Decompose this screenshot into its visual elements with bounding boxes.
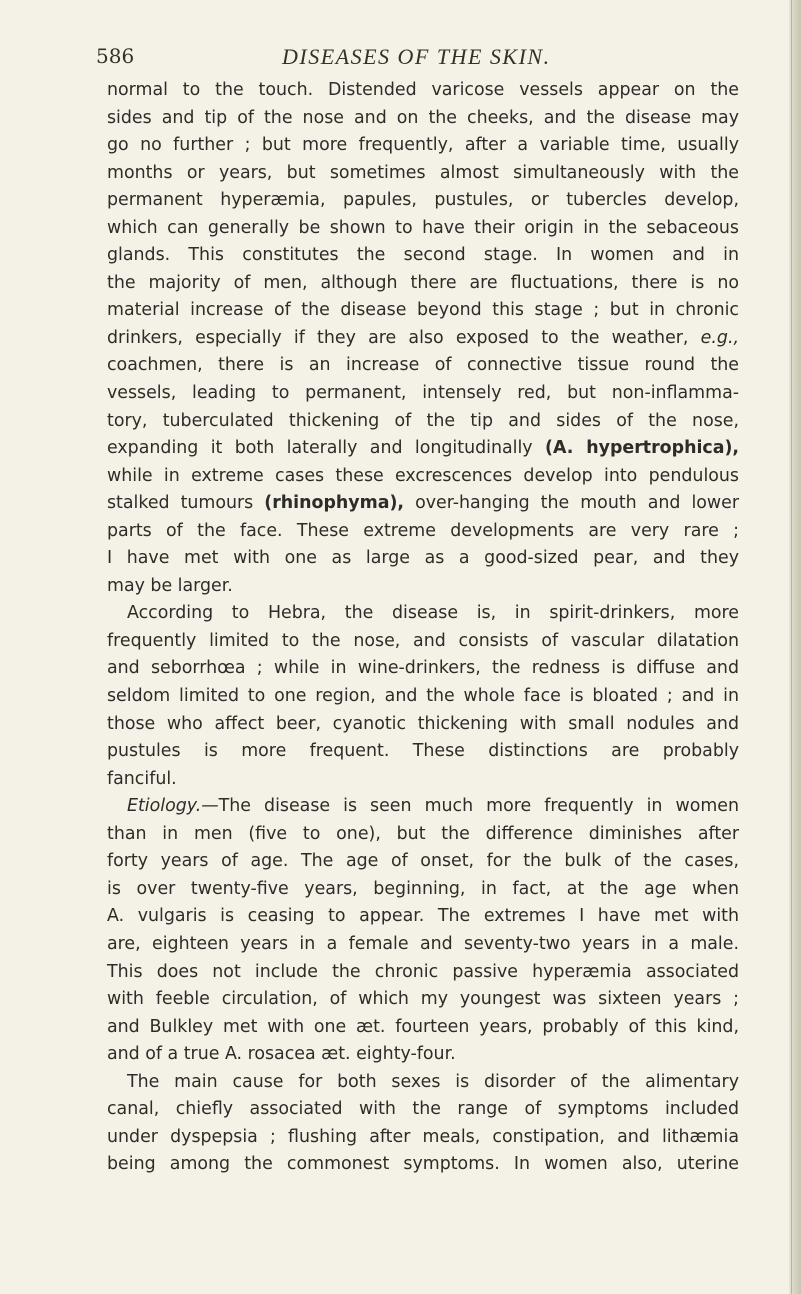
body-text <box>107 77 739 1179</box>
text-line: glands. This constitutes the second stage. In women and in <box>107 245 739 266</box>
text-line: may be larger. <box>107 575 233 596</box>
text-line: and of a true A. rosacea æt. eighty-four. <box>107 1044 456 1065</box>
page-number: 586 <box>96 44 135 68</box>
text-line: canal, chiefly associated with the range of symptoms included <box>107 1099 739 1120</box>
text-line: material increase of the disease beyond this stage ; but in chronic <box>107 300 739 321</box>
text-line: are, eighteen years in a female and seventy-two years in a male. <box>107 933 739 954</box>
text-line: with feeble circulation, of which my youngest was sixteen years ; <box>107 989 739 1010</box>
text-line: I have met with one as large as a good-sized pear, and they <box>107 548 739 569</box>
text-line: under dyspepsia ; flushing after meals, constipation, and lithæmia <box>107 1126 739 1147</box>
text-line <box>107 793 739 821</box>
page-header <box>96 44 756 74</box>
text-line: those who affect beer, cyanotic thickening with small nodules and <box>107 713 739 734</box>
text-line: A. vulgaris is ceasing to appear. The extremes I have met with <box>107 906 739 927</box>
term-hypertrophica: (A. hypertrophica), <box>545 438 740 459</box>
text-line: This does not include the chronic passive hyperæmia associated <box>107 961 739 982</box>
eg-abbreviation: e.g., <box>700 327 739 348</box>
text-line: is over twenty-five years, beginning, in fact, at the age when <box>107 878 739 899</box>
text-line: pustules is more frequent. These distinctions are probably <box>107 741 739 762</box>
text-line: which can generally be shown to have their origin in the sebaceous <box>107 217 739 238</box>
text-segment: expanding it both laterally and longitudinally <box>107 438 533 459</box>
text-line: vessels, leading to permanent, intensely red, but non-inflamma- <box>107 383 739 404</box>
text-line: tory, tuberculated thickening of the tip and sides of the nose, <box>107 410 739 431</box>
text-line: normal to the touch. Distended varicose vessels appear on the <box>107 80 739 100</box>
text-segment: drinkers, especially if they are also exposed to the weather, <box>107 327 689 348</box>
text-line: forty years of age. The age of onset, for the bulk of the cases, <box>107 851 739 872</box>
term-rhinophyma: (rhinophyma), <box>264 493 405 514</box>
text-line: permanent hyperæmia, papules, pustules, or tubercles develop, <box>107 190 739 211</box>
text-line <box>107 435 739 463</box>
text-line: sides and tip of the nose and on the cheeks, and the disease may <box>107 107 739 128</box>
running-head: DISEASES OF THE SKIN. <box>282 44 551 69</box>
text-line <box>107 325 739 353</box>
text-line: go no further ; but more frequently, after a variable time, usually <box>107 135 739 156</box>
text-segment: over-hanging the mouth and lower <box>415 493 739 514</box>
text-line: The main cause for both sexes is disorder of the alimentary <box>127 1071 739 1092</box>
text-line: parts of the face. These extreme developments are very rare ; <box>107 520 739 541</box>
text-line: fanciful. <box>107 768 177 789</box>
text-line: months or years, but sometimes almost simultaneously with the <box>107 162 739 183</box>
text-line: seldom limited to one region, and the whole face is bloated ; and in <box>107 686 739 707</box>
text-line: frequently limited to the nose, and consists of vascular dilatation <box>107 630 739 651</box>
text-line: the majority of men, although there are fluctuations, there is no <box>107 272 739 293</box>
text-segment: —The disease is seen much more frequently in women <box>201 796 739 817</box>
text-line: and Bulkley met with one æt. fourteen years, probably of this kind, <box>107 1016 739 1037</box>
text-line: while in extreme cases these excrescences develop into pendulous <box>107 465 739 486</box>
text-line: coachmen, there is an increase of connective tissue round the <box>107 355 739 376</box>
text-line: According to Hebra, the disease is, in spirit-drinkers, more <box>127 603 739 624</box>
text-line: and seborrhœa ; while in wine-drinkers, the redness is diffuse and <box>107 658 739 679</box>
page-edge-line <box>791 0 792 1294</box>
text-line: being among the commonest symptoms. In women also, uterine <box>107 1154 739 1175</box>
section-heading-etiology: Etiology. <box>127 796 202 817</box>
text-line: than in men (five to one), but the difference diminishes after <box>107 823 739 844</box>
text-line <box>107 490 739 518</box>
text-segment: stalked tumours <box>107 493 254 514</box>
